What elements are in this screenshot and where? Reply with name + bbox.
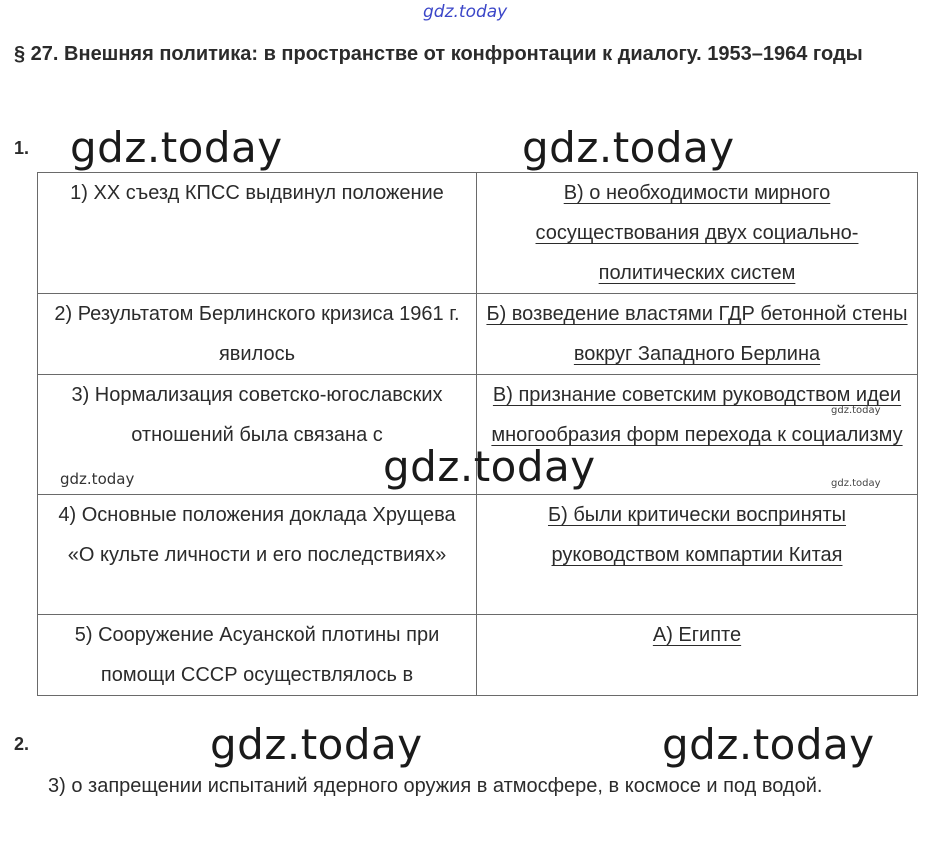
question-2-answer: 3) о запрещении испытаний ядерного оружия в атмосфере, в космосе и под водой. <box>48 775 823 797</box>
watermark-top: gdz.today <box>423 2 508 22</box>
table-row <box>38 615 918 696</box>
table-row <box>38 294 918 375</box>
table-cell-question: 2) Результатом Берлинского кризиса 1961 г. явилось <box>38 294 477 375</box>
answer-text: Б) возведение властями ГДР бетонной стены вокруг Западного Берлина <box>486 303 908 365</box>
matching-table <box>37 172 918 696</box>
watermark-large: gdz.today <box>210 720 423 769</box>
table-cell-answer <box>477 294 918 375</box>
section-heading: § 27. Внешняя политика: в пространстве от конфронтации к диалогу. 1953–1964 годы <box>14 43 863 65</box>
answer-text: В) признание советским руководством идеи многообразия форм перехода к социализму <box>491 384 903 446</box>
watermark-large: gdz.today <box>383 442 596 491</box>
table-cell-answer <box>477 495 918 615</box>
watermark-large: gdz.today <box>522 123 735 172</box>
table-cell-question: 4) Основные положения доклада Хрущева «О культе личности и его последствиях» <box>38 495 477 615</box>
table-cell-question: 1) XX съезд КПСС выдвинул положение <box>38 173 477 294</box>
question-2-number: 2. <box>14 734 30 754</box>
answer-text: В) о необходимости мирного сосуществования двух социально-политических систем <box>535 182 859 284</box>
table-cell-answer <box>477 615 918 696</box>
answer-text: А) Египте <box>652 624 742 646</box>
watermark-tiny: gdz.today <box>831 478 881 489</box>
table-cell-question: 3) Нормализация советско-югославских отношений была связана с <box>38 375 477 495</box>
watermark-tiny: gdz.today <box>831 405 881 416</box>
answer-text: Б) были критически восприняты руководством компартии Китая <box>547 504 847 566</box>
table-cell-answer <box>477 173 918 294</box>
watermark-small: gdz.today <box>60 470 135 488</box>
table-row <box>38 495 918 615</box>
watermark-large: gdz.today <box>70 123 283 172</box>
table-cell-question: 5) Сооружение Асуанской плотины при помощи СССР осуществлялось в <box>38 615 477 696</box>
question-1-number: 1. <box>14 138 30 158</box>
table-row <box>38 173 918 294</box>
watermark-large: gdz.today <box>662 720 875 769</box>
